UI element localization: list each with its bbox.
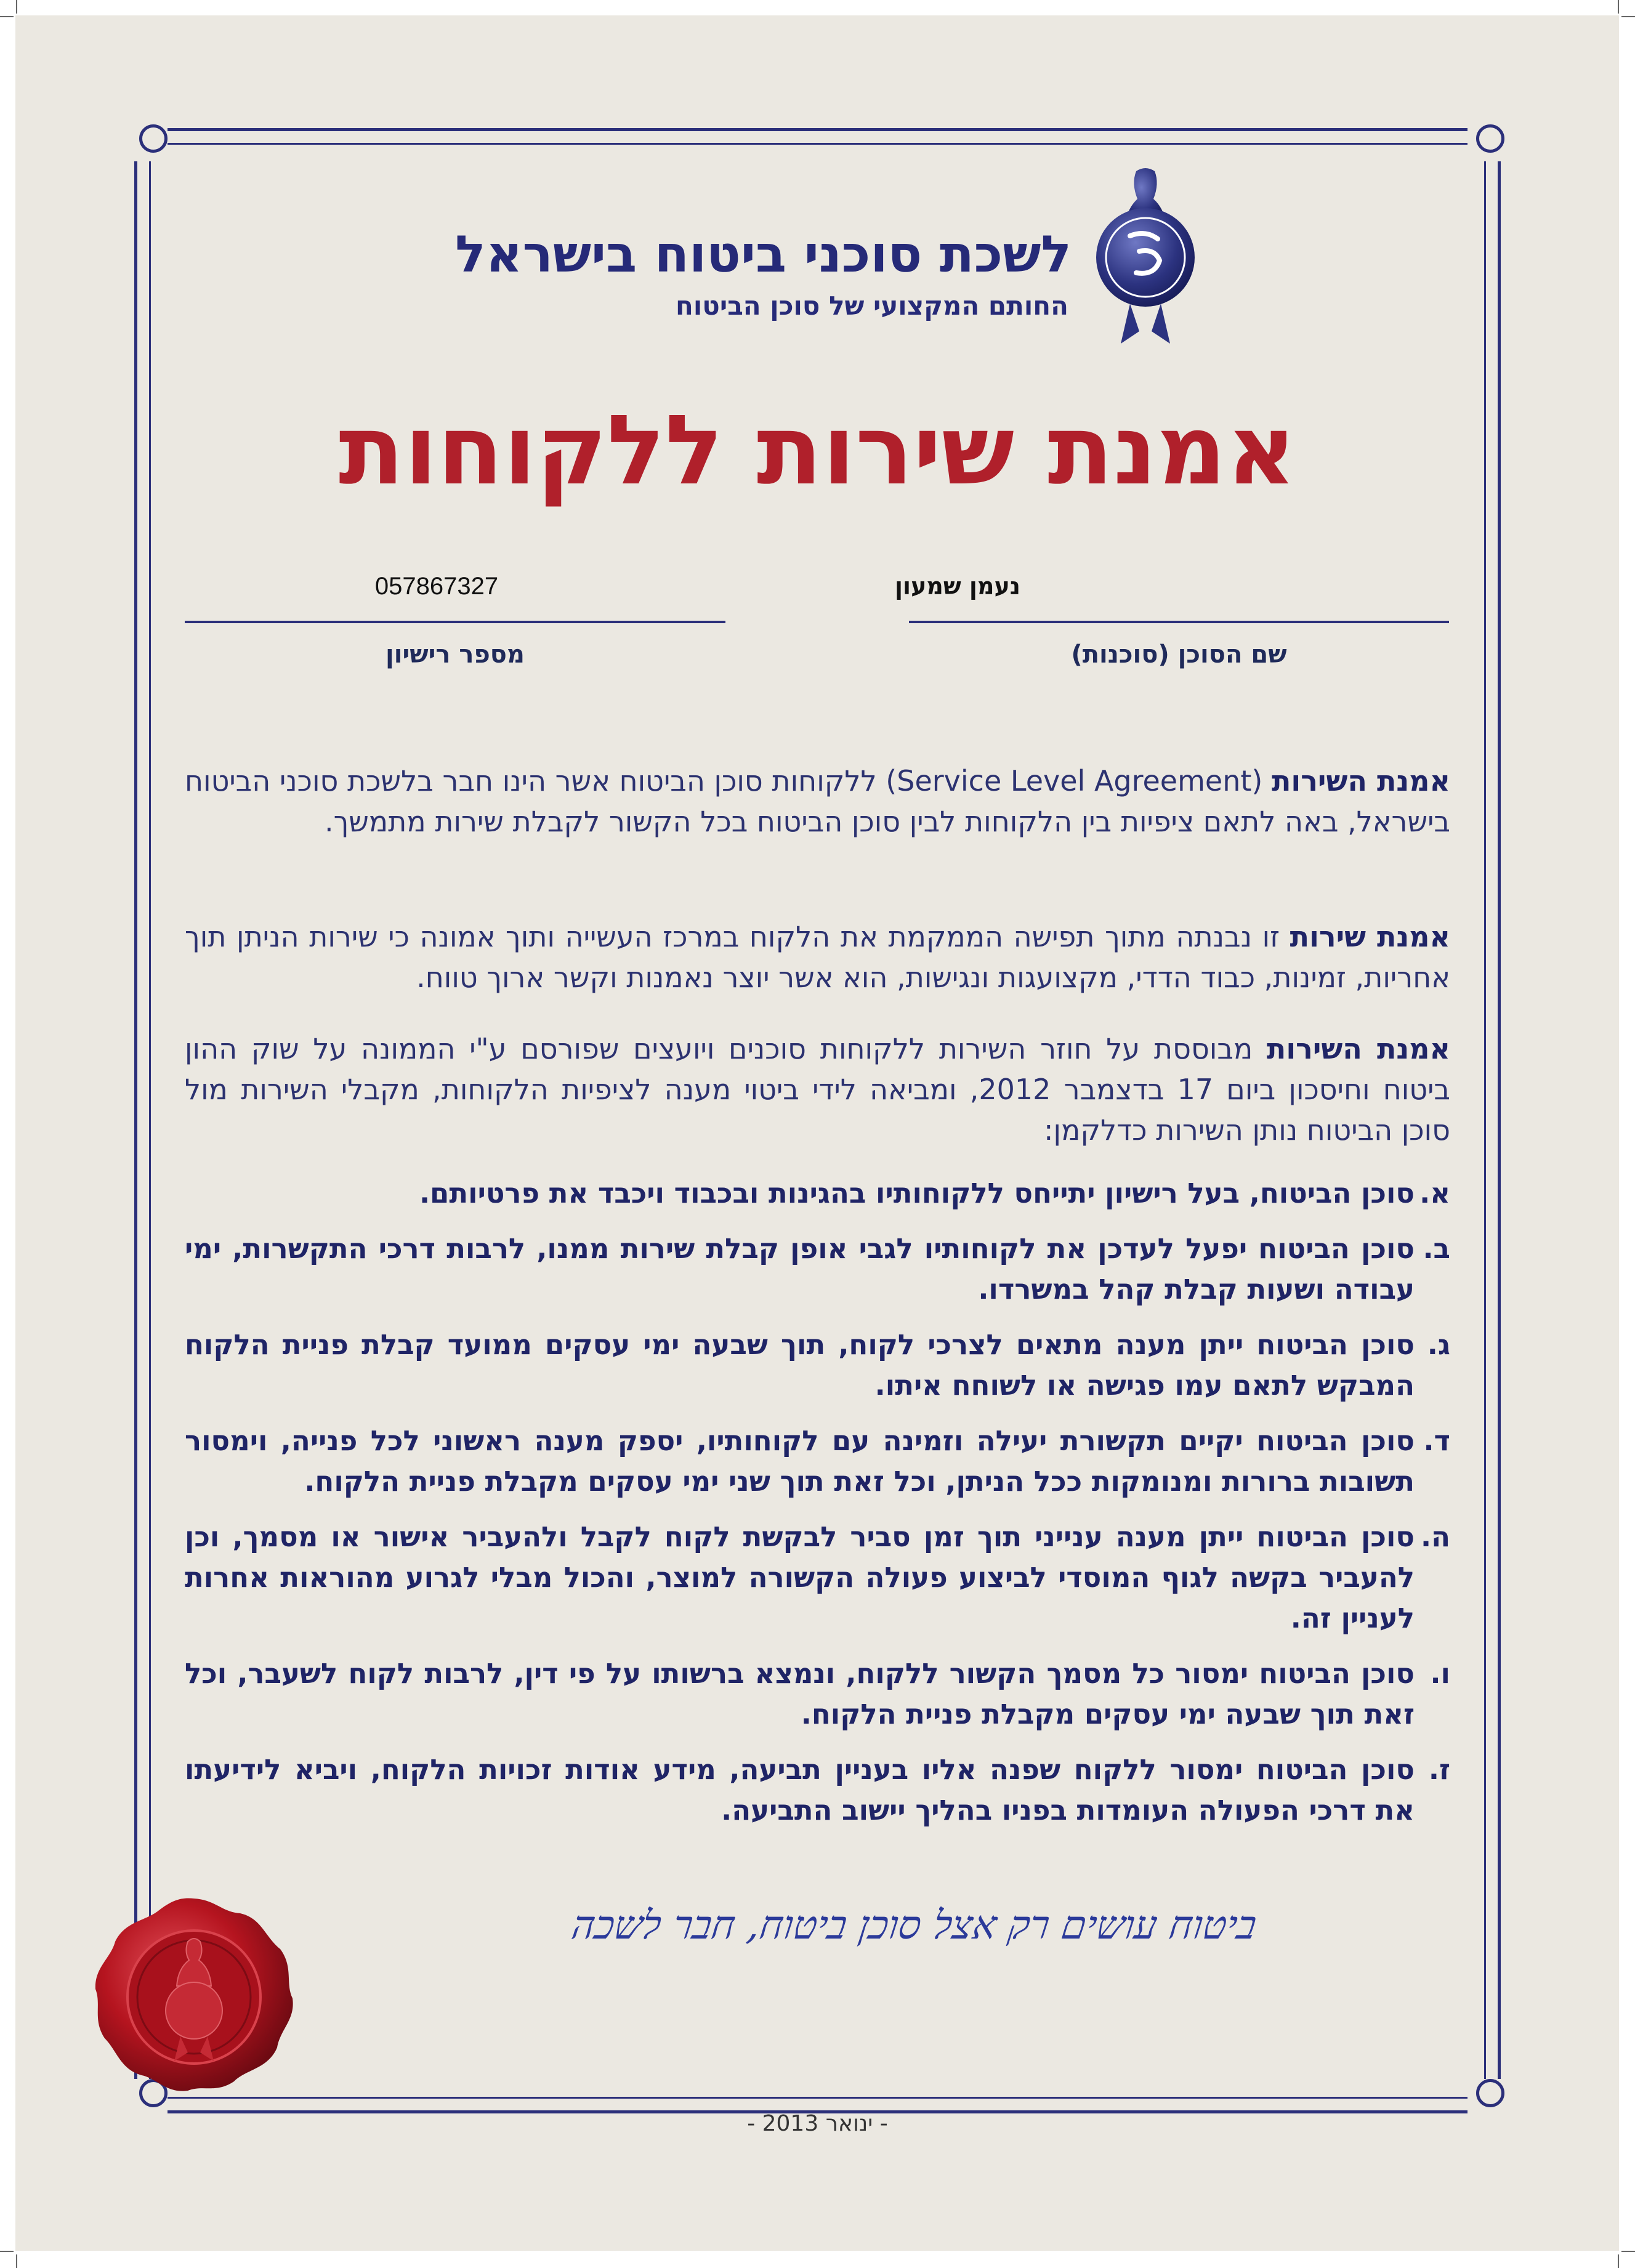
clause-text: סוכן הביטוח יפעל לעדכן את לקוחותיו לגבי אופן קבלת שירות ממנו, לרבות דרכי התקשרות, ימי עבודה ושעות קבלת קהל במשרדו. [185,1232,1415,1306]
clause-text: סוכן הביטוח ימסור כל מסמך הקשור ללקוח, ונמצא ברשותו על פי דין, לרבות לקוח לשעבר, וכל זאת תוך שבעה ימי עסקים מקבלת פניית הלקוח. [185,1657,1415,1730]
paragraph-text: מבוססת על חוזר השירות ללקוחות סוכנים ויועצים שפורסם ע"י הממונה על שוק ההון ביטוח וחיסכון ביום 17 בדצמבר 2012, ומביאה לידי ביטוי מענה לציפיות הלקוחות, מקבלי השירות מול סוכן הביטוח נותן השירות כדלקמן: [185,1032,1451,1147]
handwritten-slogan: ביטוח עושים רק אצל סוכן ביטוח, חבר לשכה [569,1903,1260,1948]
license-number-value: 057867327 [374,573,499,600]
crop-mark [0,16,14,17]
border-corner-ornament [1467,2079,1504,2116]
clause-letter: א. [1419,1177,1450,1209]
intro-paragraph [185,1028,1450,1150]
clause-letter: ז. [1428,1753,1450,1786]
wax-seal-icon [89,1894,299,2097]
clause-letter: ו. [1430,1657,1450,1690]
organization-tagline: החותם המקצועי של סוכן הביטוח [676,291,1068,321]
clause-letter: ג. [1427,1328,1450,1361]
crop-mark [16,0,17,14]
list-item [185,1517,1450,1639]
paragraph-text: (Service Level Agreement) ללקוחות סוכן הביטוח אשר הינו חבר בלשכת סוכני הביטוח בישראל, באה לתאם ציפיות בין הלקוחות לבין סוכן הביטוח בכל הקשור לקבלת שירות מתמשך. [184,764,1450,838]
border-corner-ornament [131,124,168,161]
seal-logo-icon [1087,165,1204,350]
crop-mark [1621,16,1635,17]
clause-letter: ה. [1420,1520,1450,1553]
organization-name: לשכת סוכני ביטוח בישראל [455,225,1072,284]
clause-text: סוכן הביטוח ייתן מענה מתאים לצרכי לקוח, תוך שבעה ימי עסקים ממועד קבלת פניית הלקוח המבקש לתאם עמו פגישה או לשוחח איתו. [185,1328,1415,1402]
clause-letter: ד. [1423,1424,1450,1457]
clause-text: סוכן הביטוח ימסור ללקוח שפנה אליו בעניין תביעה, מידע אודות זכויות הלקוח, ויביא לידיעתו את דרכי הפעולה העומדות בפניו בהליך יישוב התביעה. [185,1753,1415,1826]
page-title: אמנת שירות ללקוחות [338,394,1297,506]
list-item [185,1653,1450,1735]
footer-date: - ינואר 2013 - [747,2111,888,2136]
intro-paragraph [185,916,1450,998]
list-item [185,1325,1450,1406]
list-item [185,1229,1450,1310]
border-corner-ornament [1467,124,1504,161]
clause-text: סוכן הביטוח ייתן מענה ענייני תוך זמן סביר לבקשת לקוח לקבל ולהעביר אישור או מסמך, וכן להעביר בקשה לגוף המוסדי לביצוע פעולה הקשורה למוצר, והכול מבלי לגרוע מהוראות אחרות לעניין זה. [185,1520,1415,1634]
paragraph-lead: אמנת השירות [1272,764,1450,797]
paragraph-text: זו נבנתה מתוך תפישה הממקמת את הלקוח במרכז העשייה ותוך אמונה כי שירות הניתן תוך אחריות, זמינות, כבוד הדדי, מקצועגות ונגישות, הוא אשר יוצר נאמנות וקשר ארוך טווח. [185,920,1450,994]
service-clauses-list [185,1173,1450,1846]
agent-name-line [909,621,1449,623]
clause-text: סוכן הביטוח, בעל רישיון יתייחס ללקוחותיו בהגינות ובכבוד ויכבד את פרטיותם. [419,1177,1415,1209]
agent-name-label: שם הסוכן (סוכנות) [1071,640,1287,669]
crop-mark [1621,2251,1635,2252]
crop-mark [1618,0,1619,14]
paragraph-lead: אמנת שירות [1290,920,1451,953]
license-number-line [185,621,725,623]
list-item [185,1173,1450,1214]
license-number-label: מספר רישיון [386,640,525,669]
agent-name-value: נעמן שמעון [894,573,1020,600]
list-item [185,1749,1450,1831]
crop-mark [1618,2254,1619,2268]
intro-paragraph [185,761,1450,842]
paragraph-lead: אמנת השירות [1266,1032,1451,1065]
list-item [185,1421,1450,1502]
clause-letter: ב. [1423,1232,1450,1265]
clause-text: סוכן הביטוח יקיים תקשורת יעילה וזמינה עם לקוחותיו, יספק מענה ראשוני לכל פנייה, וימסור תשובות ברורות ומנומקות ככל הניתן, וכל זאת תוך שני ימי עסקים מקבלת פניית הלקוח. [185,1424,1415,1498]
crop-mark [16,2254,17,2268]
crop-mark [0,2251,14,2252]
